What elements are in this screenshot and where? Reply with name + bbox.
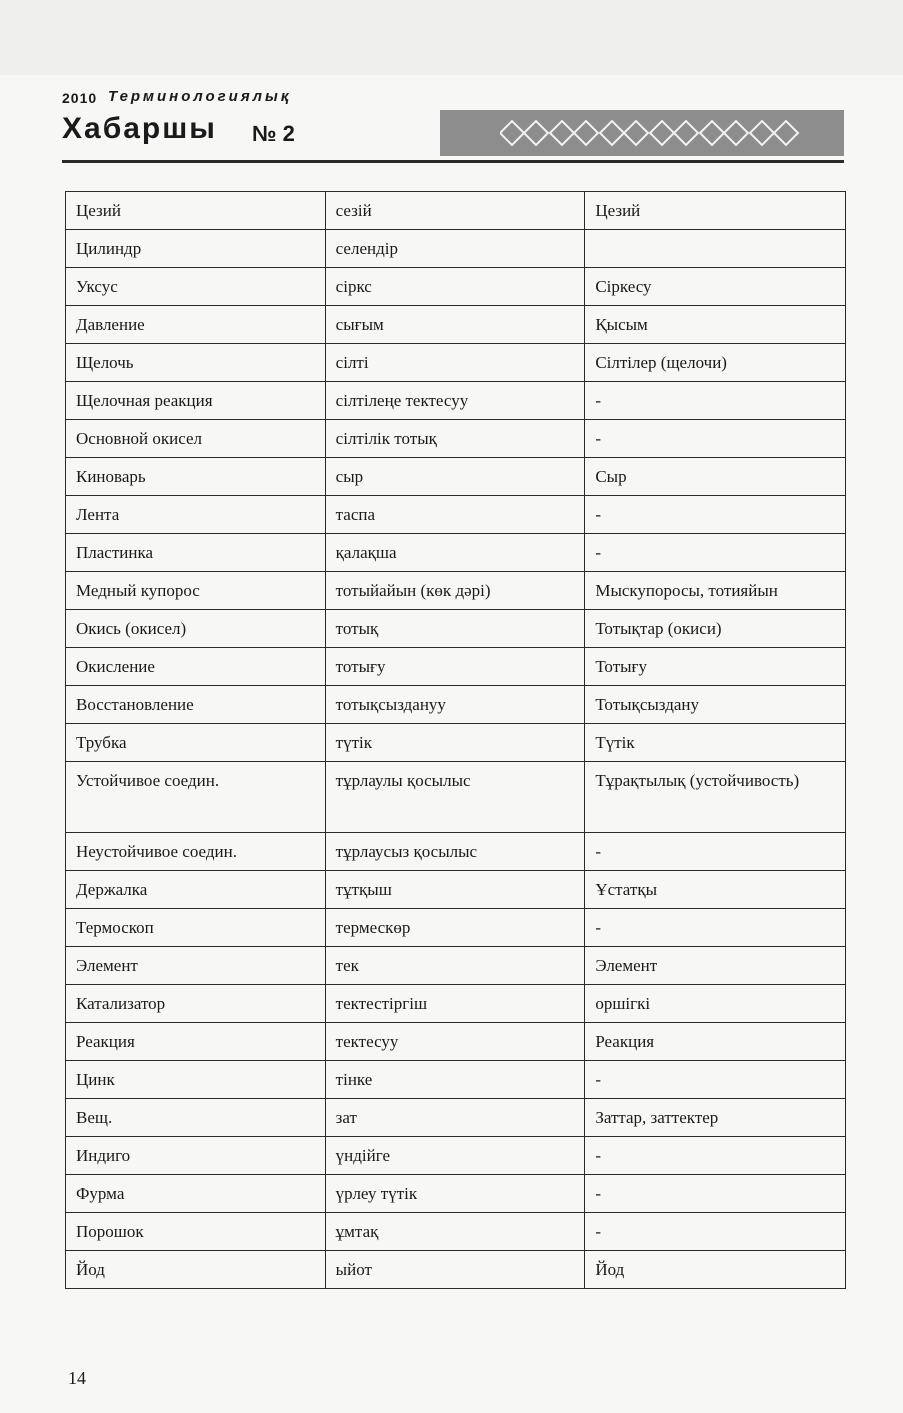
kazakh-term-modern-cell: оршігкі [585, 985, 846, 1023]
russian-term-cell: Фурма [66, 1175, 326, 1213]
table-row [66, 306, 846, 344]
kazakh-term-old-cell: зат [325, 1099, 585, 1137]
kazakh-term-old-cell: тұтқыш [325, 871, 585, 909]
russian-term-cell: Йод [66, 1251, 326, 1289]
kazakh-term-modern-cell: Элемент [585, 947, 846, 985]
table-row [66, 985, 846, 1023]
kazakh-term-modern-cell: - [585, 1061, 846, 1099]
kazakh-term-old-cell: сыр [325, 458, 585, 496]
kazakh-term-modern-cell: - [585, 1137, 846, 1175]
kazakh-term-modern-cell: - [585, 1175, 846, 1213]
table-row [66, 724, 846, 762]
kazakh-term-old-cell: тұрлаусыз қосылыс [325, 833, 585, 871]
table-row [66, 344, 846, 382]
kazakh-term-old-cell: сезій [325, 192, 585, 230]
russian-term-cell: Медный купорос [66, 572, 326, 610]
table-row [66, 1137, 846, 1175]
kazakh-term-old-cell: тотықсыздануу [325, 686, 585, 724]
russian-term-cell: Пластинка [66, 534, 326, 572]
russian-term-cell: Вещ. [66, 1099, 326, 1137]
russian-term-cell: Уксус [66, 268, 326, 306]
table-row [66, 382, 846, 420]
kazakh-term-old-cell: үндійге [325, 1137, 585, 1175]
kazakh-term-modern-cell: - [585, 420, 846, 458]
russian-term-cell: Окисление [66, 648, 326, 686]
kazakh-term-modern-cell: - [585, 1213, 846, 1251]
russian-term-cell: Лента [66, 496, 326, 534]
table-row [66, 648, 846, 686]
table-row [66, 192, 846, 230]
russian-term-cell: Восстановление [66, 686, 326, 724]
table-row [66, 534, 846, 572]
kazakh-term-modern-cell: Тотықтар (окиси) [585, 610, 846, 648]
page-number: 14 [68, 1368, 86, 1388]
kazakh-term-old-cell: тек [325, 947, 585, 985]
kazakh-term-modern-cell: Сіркесу [585, 268, 846, 306]
kazakh-term-old-cell: таспа [325, 496, 585, 534]
kazakh-term-modern-cell: Заттар, заттектер [585, 1099, 846, 1137]
kazakh-term-old-cell: тотығу [325, 648, 585, 686]
russian-term-cell: Трубка [66, 724, 326, 762]
russian-term-cell: Реакция [66, 1023, 326, 1061]
kazakh-term-modern-cell: Сыр [585, 458, 846, 496]
kazakh-term-old-cell: сығым [325, 306, 585, 344]
header-series: Терминологиялық [108, 88, 292, 105]
russian-term-cell: Порошок [66, 1213, 326, 1251]
table-row [66, 230, 846, 268]
table-row [66, 496, 846, 534]
kazakh-term-old-cell: түтік [325, 724, 585, 762]
table-row [66, 420, 846, 458]
kazakh-term-old-cell: селендір [325, 230, 585, 268]
running-header [62, 88, 844, 168]
kazakh-term-old-cell: тектесуу [325, 1023, 585, 1061]
terminology-table [65, 191, 846, 1289]
header-issue: № 2 [252, 121, 295, 146]
russian-term-cell: Устойчивое соедин. [66, 762, 326, 833]
kazakh-term-modern-cell: - [585, 534, 846, 572]
kazakh-term-modern-cell: Сілтілер (щелочи) [585, 344, 846, 382]
russian-term-cell: Термоскоп [66, 909, 326, 947]
ornament-pattern-icon [500, 116, 800, 150]
kazakh-term-modern-cell: - [585, 382, 846, 420]
russian-term-cell: Основной окисел [66, 420, 326, 458]
table-row [66, 610, 846, 648]
russian-term-cell: Цинк [66, 1061, 326, 1099]
kazakh-term-modern-cell: Түтік [585, 724, 846, 762]
russian-term-cell: Окись (окисел) [66, 610, 326, 648]
table-row [66, 833, 846, 871]
kazakh-term-old-cell: ыйот [325, 1251, 585, 1289]
header-rule [62, 160, 844, 163]
russian-term-cell: Давление [66, 306, 326, 344]
russian-term-cell: Щелочная реакция [66, 382, 326, 420]
russian-term-cell: Держалка [66, 871, 326, 909]
table-row [66, 268, 846, 306]
table-row [66, 1061, 846, 1099]
kazakh-term-old-cell: тектестіргіш [325, 985, 585, 1023]
kazakh-term-old-cell: тінке [325, 1061, 585, 1099]
kazakh-term-old-cell: үрлеу түтік [325, 1175, 585, 1213]
table-row [66, 458, 846, 496]
kazakh-term-old-cell: тотық [325, 610, 585, 648]
russian-term-cell: Киноварь [66, 458, 326, 496]
kazakh-term-modern-cell: Цезий [585, 192, 846, 230]
kazakh-term-old-cell: сілтілік тотық [325, 420, 585, 458]
ornament-band [440, 110, 844, 156]
kazakh-term-old-cell: сілті [325, 344, 585, 382]
table-row [66, 1023, 846, 1061]
kazakh-term-modern-cell: Тұрақтылық (устойчивость) [585, 762, 846, 833]
kazakh-term-old-cell: ұмтақ [325, 1213, 585, 1251]
table-row [66, 909, 846, 947]
kazakh-term-old-cell: сіркс [325, 268, 585, 306]
table-body [66, 192, 846, 1289]
kazakh-term-old-cell: тұрлаулы қосылыс [325, 762, 585, 833]
table-row [66, 1213, 846, 1251]
russian-term-cell: Щелочь [66, 344, 326, 382]
kazakh-term-modern-cell: Реакция [585, 1023, 846, 1061]
header-year: 2010 [62, 90, 98, 106]
kazakh-term-old-cell: тотыйайын (көк дәрі) [325, 572, 585, 610]
kazakh-term-modern-cell [585, 230, 846, 268]
russian-term-cell: Катализатор [66, 985, 326, 1023]
table-row [66, 1251, 846, 1289]
russian-term-cell: Цилиндр [66, 230, 326, 268]
russian-term-cell: Индиго [66, 1137, 326, 1175]
kazakh-term-modern-cell: Мыскупоросы, тотияйын [585, 572, 846, 610]
table-row [66, 1175, 846, 1213]
table-row [66, 762, 846, 833]
russian-term-cell: Цезий [66, 192, 326, 230]
table-row [66, 871, 846, 909]
table-row [66, 686, 846, 724]
table-row [66, 1099, 846, 1137]
russian-term-cell: Неустойчивое соедин. [66, 833, 326, 871]
kazakh-term-modern-cell: Йод [585, 1251, 846, 1289]
kazakh-term-old-cell: термескөр [325, 909, 585, 947]
kazakh-term-modern-cell: Тотығу [585, 648, 846, 686]
kazakh-term-modern-cell: - [585, 496, 846, 534]
kazakh-term-modern-cell: Ұстатқы [585, 871, 846, 909]
russian-term-cell: Элемент [66, 947, 326, 985]
kazakh-term-old-cell: сілтілеңе тектесуу [325, 382, 585, 420]
table-row [66, 947, 846, 985]
kazakh-term-modern-cell: Қысым [585, 306, 846, 344]
kazakh-term-old-cell: қалақша [325, 534, 585, 572]
kazakh-term-modern-cell: Тотықсыздану [585, 686, 846, 724]
kazakh-term-modern-cell: - [585, 833, 846, 871]
scan-top-margin [0, 0, 903, 75]
table-row [66, 572, 846, 610]
header-title: Хабаршы [62, 112, 217, 145]
kazakh-term-modern-cell: - [585, 909, 846, 947]
